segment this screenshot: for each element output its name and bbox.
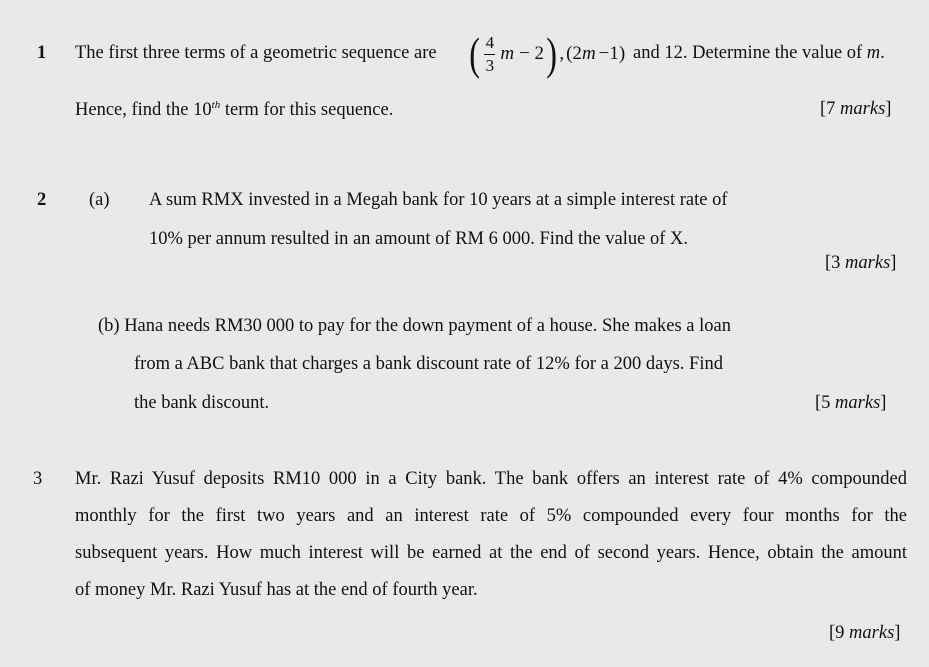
question-3-line4: of money Mr. Razi Yusuf has at the end of fourth year. xyxy=(75,580,478,600)
fraction-denominator: 3 xyxy=(485,55,495,75)
term2-rest: −1) xyxy=(598,43,626,64)
marks-close: ] xyxy=(890,253,897,273)
marks-close: ] xyxy=(894,623,901,643)
marks-word: marks xyxy=(849,623,895,643)
question-2b-line2: from a ABC bank that charges a bank discount rate of 12% for a 200 days. Find xyxy=(134,354,723,374)
term2-variable: m xyxy=(581,43,596,64)
question-3-number: 3 xyxy=(33,469,43,489)
marks-close: ] xyxy=(880,393,887,413)
question-1-marks xyxy=(820,99,891,120)
marks-word: marks xyxy=(840,99,886,119)
marks-open: [5 xyxy=(815,393,836,413)
question-2-number: 2 xyxy=(37,190,47,210)
left-paren: ( xyxy=(469,28,481,79)
question-1-expression xyxy=(467,24,625,84)
question-2b-line3: the bank discount. xyxy=(134,393,270,413)
question-1-line1-end: . xyxy=(880,43,885,63)
term1-variable: m xyxy=(500,43,515,64)
question-1-number: 1 xyxy=(37,43,47,63)
question-1-variable-m: m xyxy=(866,43,881,63)
question-3-line2: monthly for the first two years and an interest rate of 5% compounded every four months for the xyxy=(75,506,907,526)
marks-close: ] xyxy=(885,99,892,119)
marks-open: [9 xyxy=(829,623,850,643)
question-2a-marks xyxy=(825,253,896,274)
question-1-line2-suffix: term for this sequence. xyxy=(224,100,394,121)
fraction-numerator: 4 xyxy=(485,32,495,52)
question-2b-marks xyxy=(815,393,886,414)
question-1-line2 xyxy=(75,99,393,121)
question-1-line1-prefix: The first three terms of a geometric sequence are xyxy=(75,43,437,63)
question-1-line1-suffix-group xyxy=(633,43,885,64)
marks-open: [3 xyxy=(825,253,846,273)
question-1-superscript: th xyxy=(211,99,221,111)
term1-rest: − 2 xyxy=(519,43,545,64)
question-2a-line2: 10% per annum resulted in an amount of RM 6 000. Find the value of X. xyxy=(149,229,688,249)
marks-open: [7 xyxy=(820,99,841,119)
question-1-line1-suffix: and 12. Determine the value of xyxy=(633,43,863,63)
question-2b-line1: (b) Hana needs RM30 000 to pay for the down payment of a house. She makes a loan xyxy=(98,316,731,336)
marks-word: marks xyxy=(845,253,891,273)
question-3-line1: Mr. Razi Yusuf deposits RM10 000 in a City bank. The bank offers an interest rate of 4% compounded xyxy=(75,469,907,489)
comma: , xyxy=(559,43,565,64)
question-1-line2-prefix: Hence, find the 10 xyxy=(75,100,212,121)
fraction-four-thirds xyxy=(484,34,495,75)
marks-word: marks xyxy=(835,393,881,413)
question-2a-label: (a) xyxy=(89,190,110,210)
question-3-line3: subsequent years. How much interest will be earned at the end of second years. Hence, obtain the amount xyxy=(75,543,907,563)
term2-open: (2 xyxy=(566,43,582,64)
question-2a-line1: A sum RMX invested in a Megah bank for 10 years at a simple interest rate of xyxy=(149,190,728,210)
fraction-bar xyxy=(484,54,495,55)
question-3-body xyxy=(75,461,907,609)
right-paren: ) xyxy=(546,28,558,79)
question-3-marks xyxy=(829,623,900,644)
